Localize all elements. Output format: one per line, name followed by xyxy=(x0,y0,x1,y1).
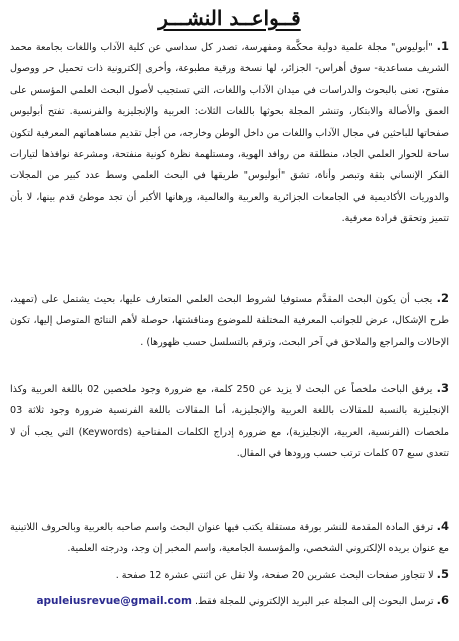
rule-number: 5. xyxy=(436,567,449,581)
rule-item-3 xyxy=(10,378,449,512)
rule-text: لا تتجاوز صفحات البحث عشرين 20 صفحة، ولا تقل عن اثنتي عشرة 12 صفحة . xyxy=(115,570,434,581)
page-title: قــواعــد النشـــر xyxy=(158,6,301,30)
rule-text: يرفق الباحث ملخصاً عن البحث لا يزيد عن 250 كلمة، مع ضرورة وجود ملخصين 02 باللغة العربية وكذا الإنجليزية بالنسبة للمقالات باللغة العربية والإنجليزية، أما المقالات باللغة الفرنسية ضرورة وجود ثلاثة 03 ملخصات (الفرنسية، العربية، الإنجليزية)، مع ضرورة إدراج الكلمات المفتاحية (Keywords) التي يجب أن لا تتعدى سبع 07 كلمات ترتب حسب ورودها في المقال. xyxy=(10,384,449,460)
rule-item-1 xyxy=(10,36,449,284)
rule-text: يجب أن يكون البحث المقدَّم مستوفيا لشروط البحث العلمي المتعارف عليها، بحيث يشتمل على (تمهيد، طرح الإشكال، عرض للجوانب المعرفية المختلفة للموضوع ومناقشتها، حوصلة لأهم النتائج المتوصل إليها، تكون الإحالات والمراجع والملاحق في آخر البحث، وترقم بالتسلسل حسب ظهورها) . xyxy=(10,294,449,348)
rule-number: 1. xyxy=(436,39,449,53)
rule-text: ترسل البحوث إلى المجلة عبر البريد الإلكتروني للمجلة فقط. xyxy=(194,596,434,607)
rule-number: 4. xyxy=(436,519,449,533)
rule-text: ترفق المادة المقدمة للنشر بورقة مستقلة يكتب فيها عنوان البحث واسم صاحبه بالعربية وبالحروف اللاتينية مع عنوان بريده الإلكتروني الشخصي، والمؤسسة الجامعية، واسم المخبر إن وجد، ودرجته العلمية. xyxy=(10,522,449,555)
rule-item-5 xyxy=(10,564,449,586)
email-link[interactable]: apuleiusrevue@gmail.com xyxy=(36,595,192,607)
rule-text: "أبوليوس" مجلة علمية دولية محكَّمة ومفهرسة، تصدر كل سداسي عن كلية الآداب واللغات بجامعة محمد الشريف مساعدية- سوق أهراس- الجزائر، لها نسخة ورقية مطبوعة، وأخرى إلكترونية ذات تحميل حر ووصول مفتوح، تعنى بالبحوث والدراسات في ميدان الآداب واللغات، التي تستجيب لأصول البحث العلمي المؤسس على العمق والأصالة والابتكار، وتنشر المجلة بحوثها باللغات الثلاث: العربية والإنجليزية والفرنسية. تفتح أبوليوس صفحاتها للباحثين في مجال الآداب واللغات من داخل الوطن وخارجه، من أجل تقديم مساهماتهم المعرفية لتكون ساحة للحوار العلمي الجاد، منطلقة من روافد الهوية، ومستلهمة نظرة كونية منفتحة، ومشرعة نوافذها لتيارات الفكر الإنساني بثقة وتبصر وأناة، تشق "أبوليوس" طريقها في البحث العلمي وسط عدد كبير من المجلات والدوريات الأكاديمية في الجامعات الجزائرية والعربية والعالمية، ورهانها الأكبر أن تجد موطئ قدم بينها، لا بأن تتميز وتحقق فرادة معرفية. xyxy=(10,42,449,225)
rule-number: 2. xyxy=(436,291,449,305)
rule-number: 6. xyxy=(436,593,449,607)
rule-item-6 xyxy=(10,590,449,612)
rule-item-4 xyxy=(10,516,449,560)
rule-number: 3. xyxy=(436,381,449,395)
rule-item-2 xyxy=(10,288,449,374)
